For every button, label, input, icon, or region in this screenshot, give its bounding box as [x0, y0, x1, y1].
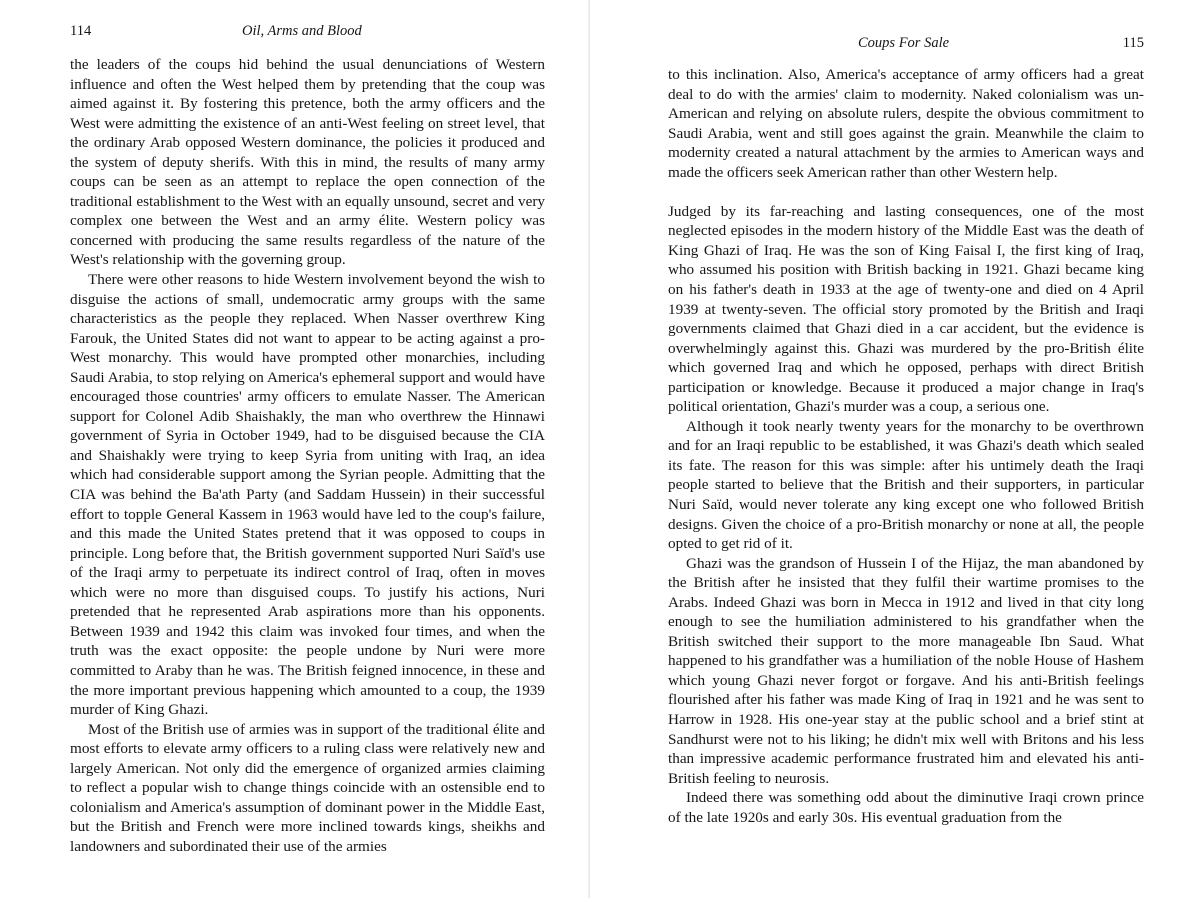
right-page [590, 0, 1195, 898]
right-page-body [668, 65, 1144, 827]
paragraph: Indeed there was something odd about the diminutive Iraqi crown prince of the late 1920s and early 30s. His eventual graduation from the [668, 789, 1144, 826]
page-number: 115 [1122, 35, 1144, 51]
right-page-header [668, 34, 1144, 54]
running-title: Coups For Sale [858, 35, 950, 51]
left-page-body [70, 55, 545, 856]
left-page-header [70, 22, 545, 42]
paragraph: the leaders of the coups hid behind the usual denunciations of Western influence and often the West helped them by pretending that the coup was aimed against it. By fostering this pretence, both the army officers and the West were admitting the existence of an anti-West feeling on street level, that the ordinary Arab opposed Western dominance, the policies it produced and the system of deputy sherifs. With this in mind, the results of many army coups can be seen as an attempt to replace the open connection of the traditional establishment to the West with an equally unsound, secret and very complex one between the West and an army élite. Western policy was concerned with producing the same results regardless of the nature of the West's relationship with the governing group. [70, 56, 545, 269]
page-number: 114 [70, 23, 92, 39]
paragraph: to this inclination. Also, America's acceptance of army officers had a great deal to do with the armies' claim to modernity. Naked colonialism was un-American and relying on absolute rulers, despite the obvious commitment to Saudi Arabia, went and still goes against the grain. Meanwhile the claim to modernity created a natural attachment by the armies to American ways and made the officers seek American rather than other Western help. [668, 66, 1144, 181]
running-title: Oil, Arms and Blood [242, 23, 362, 39]
paragraph: Judged by its far-reaching and lasting consequences, one of the most neglected episodes in the modern history of the Middle East was the death of King Ghazi of Iraq. He was the son of King Faisal I, the first king of Iraq, who assumed his position with British backing in 1921. Ghazi became king on his father's death in 1933 at the age of twenty-one and died on 4 April 1939 at twenty-seven. The official story promoted by the British and Iraqi governments claimed that Ghazi died in a car accident, but the evidence is overwhelmingly against this. Ghazi was murdered by the pro-British élite which governed Iraq and which he opposed, perhaps with direct British participation or knowledge. Because it produced a major change in Iraq's political orientation, Ghazi's murder was a coup, a serious one. [668, 202, 1144, 416]
paragraph: Ghazi was the grandson of Hussein I of the Hijaz, the man abandoned by the British after he insisted that they fulfil their wartime promises to the Arabs. Indeed Ghazi was born in Mecca in 1912 and lived in that city long enough to see the humiliation administered to his grandfather when the British switched their support to the more manageable Ibn Saud. What happened to his grandfather was a humiliation of the noble House of Hashem which young Ghazi never forgot or forgave. And his anti-British feelings flourished after his father was made King of Iraq in 1921 and he was sent to Harrow in 1928. His one-year stay at the public school and a brief stint at Sandhurst were not to his liking; he didn't mix well with Britons and his less than impressive academic performance frustrated him and elevated his anti-British feeling to neurosis. [668, 554, 1144, 787]
paragraph: There were other reasons to hide Western involvement beyond the wish to disguise the actions of small, undemocratic army groups with the same characteristics as the people they replaced. When Nasser overthrew King Farouk, the United States did not want to appear to be acting against a pro-West monarchy. This would have prompted other monarchies, including Saudi Arabia, to stop relying on America's ephemeral support and would have encouraged those countries' army officers to emulate Nasser. The American support for Colonel Adib Shaishakly, the man who overthrew the Hinnawi government of Syria in October 1949, had to be disguised because the CIA and Shaishakly were trying to keep Syria from uniting with Iraq, an idea which had considerable support among the Syrian people. Admitting that the CIA was behind the Ba'ath Party (and Saddam Hussein) in their successful effort to topple General Kassem in 1963 would have led to the coup's failure, and this made the United States pretend that it was opposed to coups in principle. Long before that, the British government supported Nuri Saïd's use of the Iraqi army to perpetuate its indirect control of Iraq, often in moves which were no more than disguised coups. To justify his actions, Nuri pretended that he represented Arab aspirations more than his opponents. Between 1939 and 1942 this claim was invoked four times, and when the truth was the exact opposite: the people undone by Nuri were more committed to Araby than he was. The British feigned innocence, in these and the more important previous happening which amounted to a coup, the 1939 murder of King Ghazi. [70, 271, 545, 719]
paragraph: Most of the British use of armies was in support of the traditional élite and most efforts to elevate army officers to a ruling class were relatively new and largely American. Not only did the emergence of organized armies claiming to reflect a popular wish to change things coincide with an ostensible end to colonialism and America's assumption of dominant power in the Middle East, but the British and French were more inclined towards kings, sheikhs and landowners and subordinated their use of the armies [70, 720, 545, 855]
paragraph: Although it took nearly twenty years for the monarchy to be overthrown and for an Iraqi republic to be established, it was Ghazi's death which sealed its fate. The reason for this was simple: after his untimely death the Iraqi people started to believe that the British and their supporters, in particular Nuri Saïd, would never tolerate any king except one who followed British designs. Given the choice of a pro-British monarchy or none at all, the people opted to get rid of it. [668, 417, 1144, 553]
left-page [0, 0, 590, 898]
